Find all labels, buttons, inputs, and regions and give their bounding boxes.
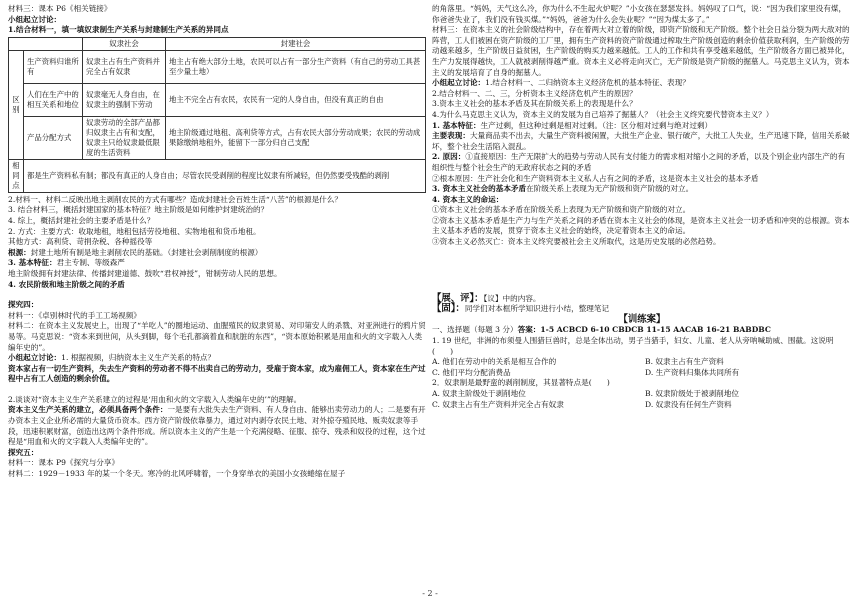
explore-4-material-2: 材料二：在资本主义发展史上，出现了“羊吃人”的圈地运动、血腥殖民的奴隶贸易、对印第安人的杀戮、对亚洲进行的鸦片贸易等。马克思说：“资本来到世间，从头到脚，每个毛孔都滴着血和肮脏的东西”，“资本原始积累是用血和火的文字载入人类编年史的”。 xyxy=(8,321,426,352)
training-title: 【训练案】 xyxy=(618,313,666,325)
answer-key: 1-5 ACBCD 6-10 CBDCB 11-15 AACAB 16-21 BABDBC xyxy=(540,325,771,335)
header-feudal-society: 封建社会 xyxy=(166,37,426,50)
right-question-3: 3.资本主义社会的基本矛盾及其在阶级关系上的表现是什么？ xyxy=(432,99,637,109)
question-3: 3. 结合材料三，概括封建国家的基本特征？地主阶级是如何维护封建统治的？ xyxy=(8,205,269,215)
table-instruction: 1.结合材料一，填一填奴隶制生产关系与封建制生产关系的异同点 xyxy=(8,25,229,35)
explore-4-answer-2: 一是要有大批失去生产资料、有人身自由、能够出卖劳动力的人；二是要有开办资本主义企业所必需的大量货币资本。西方资产阶级依靠暴力，通过对内剥夺农民土地、对外掠夺殖民地、贩卖奴隶等手段，迅速积累财富，创造出这两个条件形成。所以资本主义的产生是一个充满侵略、征服、掠夺、残杀和奴役的过程，这个过程是“用血和火的文字载入人类编年史的”。 xyxy=(8,405,426,447)
question-4: 4. 综上，概括封建社会的主要矛盾是什么？ xyxy=(8,215,155,225)
right-answer-4-1: ①资本主义社会的基本矛盾在阶级关系上表现为无产阶级和资产阶级的对立。 xyxy=(432,205,691,215)
question-2: 2.材料一、材料二反映出地主剥削农民的方式有哪些？造成封建社会百姓生活“八苦”的根源是什么？ xyxy=(8,194,342,204)
show-evaluate-text: 【议】中的内容。 xyxy=(483,293,541,303)
consolidate-label: 【固】： xyxy=(432,303,465,315)
right-answer-1: 生产过剩，但这种过剩是相对过剩。（注：区分相对过剩与绝对过剩） xyxy=(480,120,713,130)
explore-4-question-1: 1. 根据视频，归纳资本主义生产关系的特点？ xyxy=(61,353,216,363)
category-same: 相同点 xyxy=(9,159,24,192)
right-question-4: 4.为什么马克思主义认为，资本主义的发展为自己培养了掘墓人？（社会主义终究要代替资本主义？） xyxy=(432,109,774,119)
answer-2-root-label: 根源： xyxy=(8,247,31,257)
row-label-relations: 人们在生产中的相互关系和地位 xyxy=(24,83,83,116)
right-answer-3: 在阶级关系上表现为无产阶级和资产阶级的对立。 xyxy=(526,184,694,194)
answer-3: 君主专制、等级森严 xyxy=(56,258,125,268)
right-answer-1b-label: 主要表现： xyxy=(432,131,470,141)
explore-5-title: 探究五： xyxy=(8,447,39,457)
right-answer-1-label: 1. 基本特征： xyxy=(432,120,481,130)
category-difference: 区别 xyxy=(9,50,24,159)
group-discussion-heading: 小组起立讨论： xyxy=(8,14,62,24)
right-answer-1b: 大量商品卖不出去，大量生产资料被闲置，大批生产企业、银行破产，大批工人失业，生产迅速下降，信用关系破坏，整个社会生活陷入混乱。 xyxy=(432,131,850,151)
material-3-line: 材料三：课本 P6《相关链接》 xyxy=(8,4,112,13)
answer-3-label: 3. 基本特征： xyxy=(8,258,57,268)
explore-4-answer-2-label: 资本主义生产关系的建立，必须具备两个条件： xyxy=(8,405,168,415)
answer-4: 4. 农民阶级和地主阶级之间的矛盾 xyxy=(8,279,125,289)
consolidate-text: 同学们对本框所学知识进行小结，整理笔记 xyxy=(464,304,610,314)
right-question-1: 1.结合材料一、二归纳资本主义经济危机的基本特征、表现？ xyxy=(485,78,690,88)
explore-4-title: 探究四： xyxy=(8,300,39,310)
explore-5-material-1: 材料一：课本 P9《探究与分享》 xyxy=(8,458,120,468)
explore-4-answer-1: 资本家占有一切生产资料，失去生产资料的劳动者不得不出卖自己的劳动力，受雇于资本家，成为雇佣工人，资本家在生产过程中占有工人创造的剩余价值。 xyxy=(8,363,426,384)
mc-q2-option-a: A. 奴隶主阶级处于剥削地位 xyxy=(432,389,526,398)
explore-4-question-2: 2.谈谈对“资本主义生产关系建立的过程是‘用血和火的文字载入人类编年史的’”的理解。 xyxy=(8,394,302,404)
mc-question-2: 2．奴隶制是最野蛮的剥削制度，其显著特点是( ) xyxy=(432,378,610,388)
mc-q2-option-c: C. 奴隶主占有生产资料并完全占有奴隶 xyxy=(432,399,564,409)
mc-q1-option-d: D. 生产资料归集体共同所有 xyxy=(645,367,740,377)
answer-key-label: 答案： xyxy=(517,325,541,335)
show-evaluate-label: 【展、评】： xyxy=(432,292,484,304)
story-continuation: 的角落里。“妈妈，天气这么冷，你为什么不生起火炉呢？”小女孩在瑟瑟发抖。妈妈叹了口气，说：“因为我们家里没有煤，你爸爸失业了，我们没有钱买煤。”“妈妈，爸爸为什么会失业呢？”“因为煤太多了。” xyxy=(432,4,847,24)
section-1-heading: 一、选择题（每题 3 分） xyxy=(432,325,518,335)
explore-4-discussion-label: 小组起立讨论： xyxy=(8,353,62,363)
right-discussion-label: 小组起立讨论： xyxy=(432,78,486,88)
right-answer-2-label: 2. 原因： xyxy=(432,152,466,162)
right-answer-3-label: 3. 资本主义社会的基本矛盾 xyxy=(432,184,527,194)
mc-question-1-options xyxy=(432,357,852,378)
mc-q1-option-c: C. 他们平均分配消费品 xyxy=(432,367,511,377)
answer-2-root: 封建土地所有制是地主剥削农民的基础。（封建社会剥削制度的根源） xyxy=(30,247,263,257)
material-3-capitalism: 材料三：在资本主义的社会阶级结构中，存在着两大对立着的阶级，即资产阶级和无产阶级。整个社会日益分裂为两大敌对的阵营，工人们被困在资产阶级的工厂里，拥有生产资料的资产阶级通过榨取生产阶级创造的剩余价值获取利润，生产阶级的劳动越来越多，生产阶级日益贫困，生产阶级的购买力越来越低。工人的工作和共有享受越来越低，生产阶级各方面已被异化，生产力发展得越快，工人就被剥削得越严重。资本主义必将走向灭亡，无产阶级是资产阶级的掘墓人。马克思主义认为，资本主义的发展培育了自身的掘墓人。 xyxy=(432,25,850,77)
mc-q2-option-d: D. 奴隶没有任何生产资料 xyxy=(645,399,732,409)
right-answer-2: ①直接原因：生产无限扩大的趋势与劳动人民有支付能力的需求相对缩小之间的矛盾，以及个别企业内部生产的有组织性与整个社会生产的无政府状态之间的矛盾 xyxy=(432,152,846,172)
cell-feudal-distribution: 地主阶级通过地租、高利贷等方式，占有农民大部分劳动成果；农民的劳动成果除缴纳地租外，能留下一部分归自己支配 xyxy=(166,116,426,159)
row-label-distribution: 产品分配方式 xyxy=(24,116,83,159)
right-answer-4-label: 4. 资本主义的命运： xyxy=(432,194,504,204)
answer-2: 2. 方式：主要方式：收取地租，地租包括劳役地租、实物地租和货币地租。 xyxy=(8,226,261,236)
right-answer-2b: ②根本原因：生产社会化和生产资料资本主义私人占有之间的矛盾，这是资本主义社会的基本矛盾 xyxy=(432,173,759,183)
cell-similarity: 都是生产资料私有制；都没有真正的人身自由；尽管农民受剥削的程度比奴隶有所减轻，但仍然要受残酷的剥削 xyxy=(24,159,426,192)
right-column xyxy=(432,4,852,410)
comparison-table xyxy=(8,37,426,193)
cell-slave-distribution: 奴隶劳动的全部产品都归奴隶主占有和支配，奴隶主只给奴隶最低限度的生活资料 xyxy=(83,116,166,159)
row-label-ownership: 生产资料归谁所有 xyxy=(24,50,83,83)
mc-q1-option-b: B. 奴隶主占有生产资料 xyxy=(645,357,724,367)
mc-question-2-options xyxy=(432,389,852,410)
mc-question-1: 1. 19 世纪，非洲的布须曼人围猎巨兽时，总是全体出动，男子当猎手，妇女、儿童、老人从旁呐喊助威、围截。这说明( ) xyxy=(432,336,834,356)
header-slave-society: 奴隶社会 xyxy=(83,37,166,50)
left-column xyxy=(8,4,426,480)
explore-5-material-2: 材料二：1929－1933 年的某一个冬天。寒冷的北风呼啸着，一个身穿单衣的美国小女孩蜷缩在屋子 xyxy=(8,469,346,479)
right-answer-4-2: ②资本主义基本矛盾是生产力与生产关系之间的矛盾在资本主义社会的体现，是资本主义社会一切矛盾和冲突的总根源。资本主义基本矛盾的发展，贯穿于资本主义社会的始终，决定着资本主义的命运。 xyxy=(432,215,850,236)
table-corner xyxy=(9,37,83,50)
cell-slave-ownership: 奴隶主占有生产资料并完全占有奴隶 xyxy=(83,50,166,83)
cell-feudal-relations: 地主不完全占有农民，农民有一定的人身自由，但没有真正的自由 xyxy=(166,83,426,116)
right-question-2: 2.结合材料一、二、三，分析资本主义经济危机产生的原因？ xyxy=(432,88,637,98)
cell-feudal-ownership: 地主占有绝大部分土地，农民可以占有一部分生产资料（有自己的劳动工具甚至少量土地） xyxy=(166,50,426,83)
explore-4-material-1: 材料一：《卓别林时代的手工工场视频》 xyxy=(8,310,141,320)
mc-q2-option-b: B. 奴隶阶级处于被剥削地位 xyxy=(645,389,739,398)
mc-q1-option-a: A. 他们在劳动中的关系是相互合作的 xyxy=(432,357,557,367)
answer-3-detail: 地主阶级拥有封建法律、传播封建道德、鼓吹“君权神授”，钳制劳动人民的思想。 xyxy=(8,268,282,278)
cell-slave-relations: 奴隶毫无人身自由，在奴隶主的强制下劳动 xyxy=(83,83,166,116)
right-answer-4-3: ③资本主义必然灭亡：资本主义终究要被社会主义所取代，这是历史发展的必然趋势。 xyxy=(432,237,721,247)
answer-2-other: 其他方式：高利贷、苛捐杂税、各种摇役等 xyxy=(8,237,153,247)
page-number: - 2 - xyxy=(422,589,438,598)
